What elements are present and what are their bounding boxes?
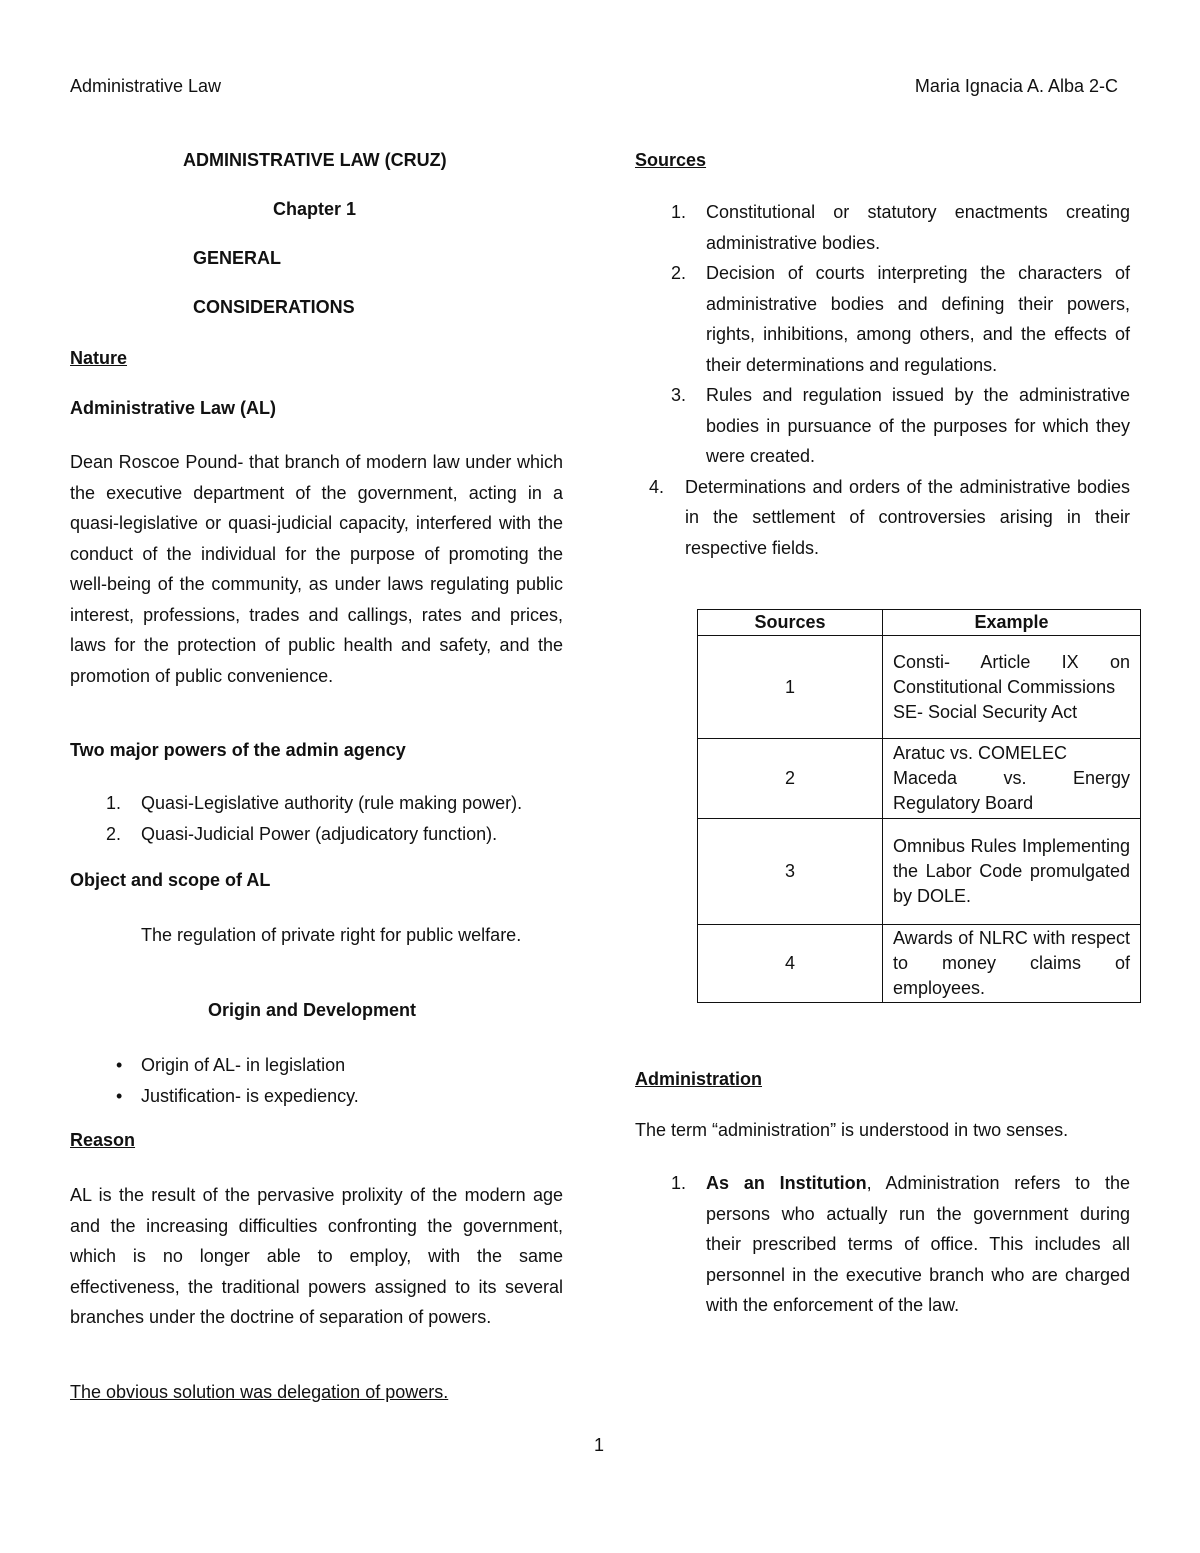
administration-intro: The term “administration” is understood in two senses. xyxy=(635,1120,1069,1140)
table-header: Sources xyxy=(698,610,883,636)
chapter-title-considerations: CONSIDERATIONS xyxy=(193,297,355,317)
administration-heading: Administration xyxy=(635,1069,763,1089)
page-number: 1 xyxy=(594,1435,605,1455)
document-title: ADMINISTRATIVE LAW (CRUZ) xyxy=(183,150,447,170)
table-cell: Omnibus Rules Implementing the Labor Code promulgated by DOLE. xyxy=(883,819,1141,925)
definition-paragraph: Dean Roscoe Pound- that branch of modern law under which the executive department of the government, acting in a quasi-legislative or quasi-judicial capacity, interfered with the conduct of the individual for the purpose of promoting the well-being of the community, as under laws regulating public interest, professions, trades and callings, rates and prices, laws for the protection of public health and safety, and the promotion of public convenience. xyxy=(70,452,563,686)
nature-heading: Nature xyxy=(70,348,128,368)
table-cell: 1 xyxy=(698,636,883,739)
chapter-title-general: GENERAL xyxy=(193,248,282,268)
table-row xyxy=(698,636,1141,739)
solution-text: The obvious solution was delegation of powers. xyxy=(70,1382,449,1402)
reason-heading: Reason xyxy=(70,1130,136,1150)
sources-list xyxy=(635,197,1130,563)
table-row xyxy=(698,819,1141,925)
table-row xyxy=(698,925,1141,1003)
object-heading: Object and scope of AL xyxy=(70,870,271,890)
al-heading: Administrative Law (AL) xyxy=(70,398,277,418)
header-right: Maria Ignacia A. Alba 2-C xyxy=(914,76,1118,96)
sources-heading: Sources xyxy=(635,150,707,170)
table-cell: 4 xyxy=(698,925,883,1003)
powers-list xyxy=(70,788,563,849)
powers-heading: Two major powers of the admin agency xyxy=(70,740,406,760)
list-item: 1. As an Institution, Administration refers to the persons who actually run the government during their prescribed terms of office. This includes all personnel in the executive branch who are charged with the enforcement of the law. xyxy=(671,1173,1130,1315)
administration-list xyxy=(635,1168,1130,1321)
object-paragraph: The regulation of private right for public welfare. xyxy=(141,925,522,945)
table-cell: Consti- Article IX on Constitutional Commissions SE- Social Security Act xyxy=(883,636,1141,739)
list-item: 4. Determinations and orders of the administrative bodies in the settlement of controversies arising in their respective fields. xyxy=(649,476,1130,558)
list-item: 1. Quasi-Legislative authority (rule making power). xyxy=(106,793,523,813)
reason-paragraph: AL is the result of the pervasive prolixity of the modern age and the increasing difficulties confronting the government, which is no longer able to employ, with the same effectiveness, the traditional powers assigned to its several branches under the doctrine of separation of powers. xyxy=(70,1185,563,1327)
origin-list xyxy=(70,1050,563,1111)
header-left: Administrative Law xyxy=(70,76,222,96)
list-item: • Justification- is expediency. xyxy=(70,1081,563,1112)
table-cell: 2 xyxy=(698,739,883,819)
list-item: 3. Rules and regulation issued by the administrative bodies in pursuance of the purposes for which they were created. xyxy=(671,385,1130,466)
chapter-label: Chapter 1 xyxy=(273,199,357,219)
table-cell: Awards of NLRC with respect to money claims of employees. xyxy=(883,925,1141,1003)
list-item: 2. Quasi-Judicial Power (adjudicatory function). xyxy=(106,823,498,844)
sources-table xyxy=(697,609,1141,1003)
table-header: Example xyxy=(883,610,1141,636)
list-item: • Origin of AL- in legislation xyxy=(70,1050,563,1081)
list-item: 2. Decision of courts interpreting the characters of administrative bodies and defining their powers, rights, inhibitions, among others, and the effects of their determinations and regulations. xyxy=(671,263,1130,375)
table-cell: Aratuc vs. COMELEC Maceda vs. Energy Regulatory Board xyxy=(883,739,1141,819)
table-row xyxy=(698,739,1141,819)
origin-heading: Origin and Development xyxy=(208,1000,417,1020)
bullet-icon: • xyxy=(116,1055,123,1075)
list-item: 1. Constitutional or statutory enactments creating administrative bodies. xyxy=(671,202,1130,253)
bullet-icon: • xyxy=(116,1085,123,1106)
table-header-row xyxy=(698,610,1141,636)
table-cell: 3 xyxy=(698,819,883,925)
